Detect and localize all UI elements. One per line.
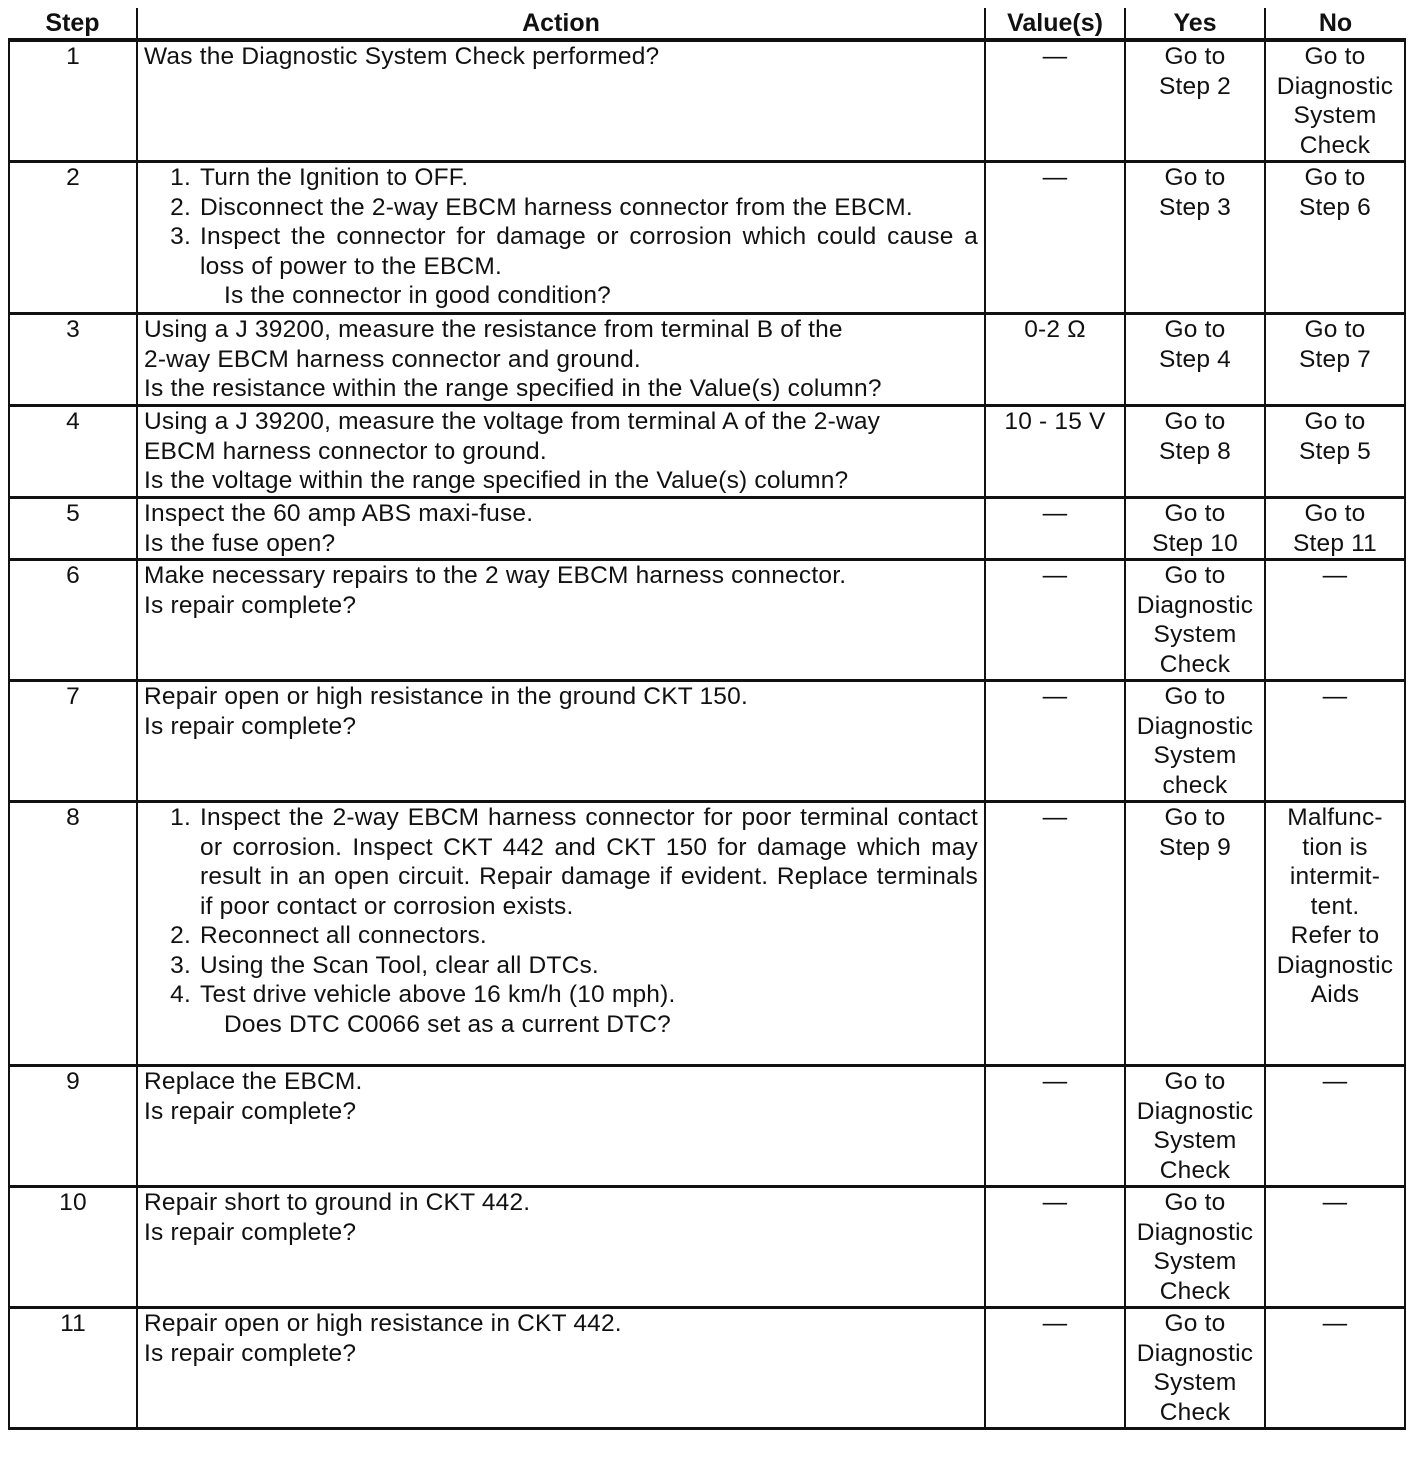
yes-line: Go to: [1164, 408, 1226, 435]
no-line: Aids: [1310, 981, 1360, 1008]
yes-cell: [1125, 681, 1265, 802]
action-step-item: 3. Inspect the connector for damage or corrosion which could cause a loss of power to the EBCM.: [198, 222, 978, 281]
no-line: —: [1322, 1189, 1348, 1216]
action-line: Was the Diagnostic System Check performed?: [144, 43, 660, 70]
yes-cell: [1125, 406, 1265, 498]
action-line: Repair open or high resistance in the ground CKT 150.: [144, 683, 748, 710]
table-row: [9, 1308, 1405, 1429]
yes-line: check: [1162, 771, 1228, 799]
no-line: Go to: [1304, 408, 1366, 435]
action-line: Is repair complete?: [144, 1218, 357, 1246]
yes-line: Go to: [1164, 804, 1226, 831]
table-row: [9, 406, 1405, 498]
header-no: No: [1265, 8, 1405, 40]
table-row: [9, 162, 1405, 314]
no-line: —: [1322, 1310, 1348, 1337]
action-line: Using a J 39200, measure the voltage from terminal A of the 2-way: [144, 408, 881, 435]
no-cell: [1265, 406, 1405, 498]
no-line: Step 5: [1298, 437, 1372, 465]
step-number: 8: [9, 802, 137, 1066]
table-row: [9, 681, 1405, 802]
step-number: 2: [9, 162, 137, 314]
no-line: Go to: [1304, 316, 1366, 343]
no-line: Malfunc-: [1287, 804, 1383, 831]
no-line: Go to: [1304, 43, 1366, 70]
yes-cell: [1125, 40, 1265, 162]
action-cell: [137, 162, 985, 314]
action-line: Is the resistance within the range specified in the Value(s) column?: [144, 375, 882, 402]
no-cell: [1265, 1187, 1405, 1308]
yes-line: Go to: [1164, 683, 1226, 710]
no-cell: [1265, 681, 1405, 802]
yes-line: Go to: [1164, 164, 1226, 191]
action-question: Is the connector in good condition?: [224, 282, 612, 309]
yes-line: Diagnostic: [1136, 1339, 1254, 1367]
yes-line: Check: [1159, 1398, 1231, 1426]
no-cell: [1265, 498, 1405, 560]
yes-cell: [1125, 802, 1265, 1066]
action-line: Make necessary repairs to the 2 way EBCM harness connector.: [144, 562, 847, 589]
action-question: Does DTC C0066 set as a current DTC?: [224, 1010, 672, 1038]
yes-line: Step 4: [1158, 345, 1232, 373]
no-cell: [1265, 314, 1405, 406]
yes-cell: [1125, 314, 1265, 406]
no-cell: [1265, 1308, 1405, 1429]
table-row: [9, 1187, 1405, 1308]
table-row: [9, 314, 1405, 406]
yes-line: System: [1153, 1127, 1237, 1154]
yes-cell: [1125, 162, 1265, 314]
value-cell: —: [985, 681, 1125, 802]
action-cell: [137, 1308, 985, 1429]
action-steps-list: [144, 163, 978, 281]
yes-line: Step 9: [1158, 833, 1232, 861]
action-cell: [137, 314, 985, 406]
yes-line: System: [1153, 1369, 1237, 1396]
no-line: Refer to: [1290, 922, 1380, 949]
action-line: Is repair complete?: [144, 1097, 357, 1125]
yes-line: Step 3: [1158, 193, 1232, 221]
yes-line: System: [1153, 742, 1237, 769]
action-cell: [137, 406, 985, 498]
action-line: Repair short to ground in CKT 442.: [144, 1189, 531, 1216]
yes-cell: [1125, 1066, 1265, 1187]
yes-line: Go to: [1164, 43, 1226, 70]
action-step-item: 3. Using the Scan Tool, clear all DTCs.: [198, 951, 978, 981]
value-cell: —: [985, 162, 1125, 314]
no-line: intermit-: [1289, 863, 1381, 890]
action-line: Is the fuse open?: [144, 529, 336, 557]
step-number: 4: [9, 406, 137, 498]
table-row: [9, 560, 1405, 681]
action-line: EBCM harness connector to ground.: [144, 437, 547, 465]
no-cell: [1265, 560, 1405, 681]
action-step-item: 2. Disconnect the 2-way EBCM harness connector from the EBCM.: [198, 193, 978, 223]
action-cell: [137, 1066, 985, 1187]
value-cell: —: [985, 560, 1125, 681]
step-number: 1: [9, 40, 137, 162]
yes-line: Go to: [1164, 316, 1226, 343]
action-cell: [137, 802, 985, 1066]
value-cell: —: [985, 498, 1125, 560]
value-cell: —: [985, 1187, 1125, 1308]
yes-cell: [1125, 1308, 1265, 1429]
step-number: 3: [9, 314, 137, 406]
step-number: 7: [9, 681, 137, 802]
header-row: [9, 8, 1405, 40]
action-line: Is repair complete?: [144, 712, 357, 740]
action-line: Repair open or high resistance in CKT 442.: [144, 1310, 622, 1337]
action-step-item: 1. Turn the Ignition to OFF.: [198, 163, 978, 193]
yes-line: Go to: [1164, 1068, 1226, 1095]
no-line: —: [1322, 1068, 1348, 1095]
yes-cell: [1125, 1187, 1265, 1308]
action-line: Is repair complete?: [144, 1339, 357, 1367]
no-line: Diagnostic: [1276, 72, 1394, 100]
step-number: 5: [9, 498, 137, 560]
value-cell: —: [985, 40, 1125, 162]
yes-line: Check: [1159, 650, 1231, 678]
no-line: Step 6: [1298, 193, 1372, 221]
no-cell: [1265, 802, 1405, 1066]
value-cell: —: [985, 802, 1125, 1066]
action-cell: [137, 681, 985, 802]
value-cell: —: [985, 1066, 1125, 1187]
value-cell: —: [985, 1308, 1125, 1429]
action-line: Replace the EBCM.: [144, 1068, 363, 1095]
action-line: Using a J 39200, measure the resistance from terminal B of the: [144, 316, 843, 343]
no-line: Go to: [1304, 500, 1366, 527]
yes-line: Go to: [1164, 500, 1226, 527]
yes-line: Check: [1159, 1156, 1231, 1184]
step-number: 11: [9, 1308, 137, 1429]
yes-cell: [1125, 498, 1265, 560]
action-cell: [137, 40, 985, 162]
no-cell: [1265, 162, 1405, 314]
no-line: Check: [1299, 131, 1371, 159]
diagnostic-table: [8, 8, 1406, 1430]
action-step-item: 4. Test drive vehicle above 16 km/h (10 mph).: [198, 980, 978, 1010]
header-yes: Yes: [1125, 8, 1265, 40]
step-number: 9: [9, 1066, 137, 1187]
no-line: tent.: [1310, 892, 1360, 920]
action-line: Inspect the 60 amp ABS maxi-fuse.: [144, 500, 534, 527]
action-step-item: 2. Reconnect all connectors.: [198, 921, 978, 951]
table-row: [9, 802, 1405, 1066]
yes-line: Go to: [1164, 1189, 1226, 1216]
action-cell: [137, 498, 985, 560]
yes-line: Step 10: [1152, 529, 1238, 557]
value-cell: 10 - 15 V: [985, 406, 1125, 498]
yes-line: Check: [1159, 1277, 1231, 1305]
yes-line: Diagnostic: [1136, 1218, 1254, 1246]
no-line: Go to: [1304, 164, 1366, 191]
no-cell: [1265, 1066, 1405, 1187]
no-line: —: [1322, 562, 1348, 589]
action-line: 2-way EBCM harness connector and ground.: [144, 345, 641, 373]
table-row: [9, 498, 1405, 560]
table-row: [9, 1066, 1405, 1187]
action-cell: [137, 560, 985, 681]
yes-cell: [1125, 560, 1265, 681]
header-step: Step: [9, 8, 137, 40]
yes-line: System: [1153, 1248, 1237, 1275]
action-cell: [137, 1187, 985, 1308]
yes-line: Diagnostic: [1136, 591, 1254, 619]
no-line: Step 11: [1292, 529, 1378, 557]
table-row: [9, 40, 1405, 162]
yes-line: System: [1153, 621, 1237, 648]
yes-line: Go to: [1164, 1310, 1226, 1337]
yes-line: Step 8: [1158, 437, 1232, 465]
action-step-item: 1. Inspect the 2-way EBCM harness connector for poor terminal contact or corrosion. Inspect CKT 442 and CKT 150 for damage which may result in an open circuit. Repair damage if evident. Replace terminals if poor contact or corrosion exists.: [198, 803, 978, 921]
step-number: 10: [9, 1187, 137, 1308]
header-value: Value(s): [985, 8, 1125, 40]
no-line: System: [1293, 102, 1377, 129]
header-action: Action: [137, 8, 985, 40]
action-steps-list: [144, 803, 978, 1010]
yes-line: Diagnostic: [1136, 1097, 1254, 1125]
action-line: Is the voltage within the range specified in the Value(s) column?: [144, 467, 849, 494]
no-line: tion is: [1302, 833, 1368, 861]
value-cell: 0-2 Ω: [985, 314, 1125, 406]
step-number: 6: [9, 560, 137, 681]
action-line: Is repair complete?: [144, 591, 357, 619]
yes-line: Go to: [1164, 562, 1226, 589]
no-cell: [1265, 40, 1405, 162]
yes-line: Step 2: [1158, 72, 1232, 100]
no-line: —: [1322, 683, 1348, 710]
no-line: Diagnostic: [1276, 951, 1394, 979]
yes-line: Diagnostic: [1136, 712, 1254, 740]
no-line: Step 7: [1298, 345, 1372, 373]
